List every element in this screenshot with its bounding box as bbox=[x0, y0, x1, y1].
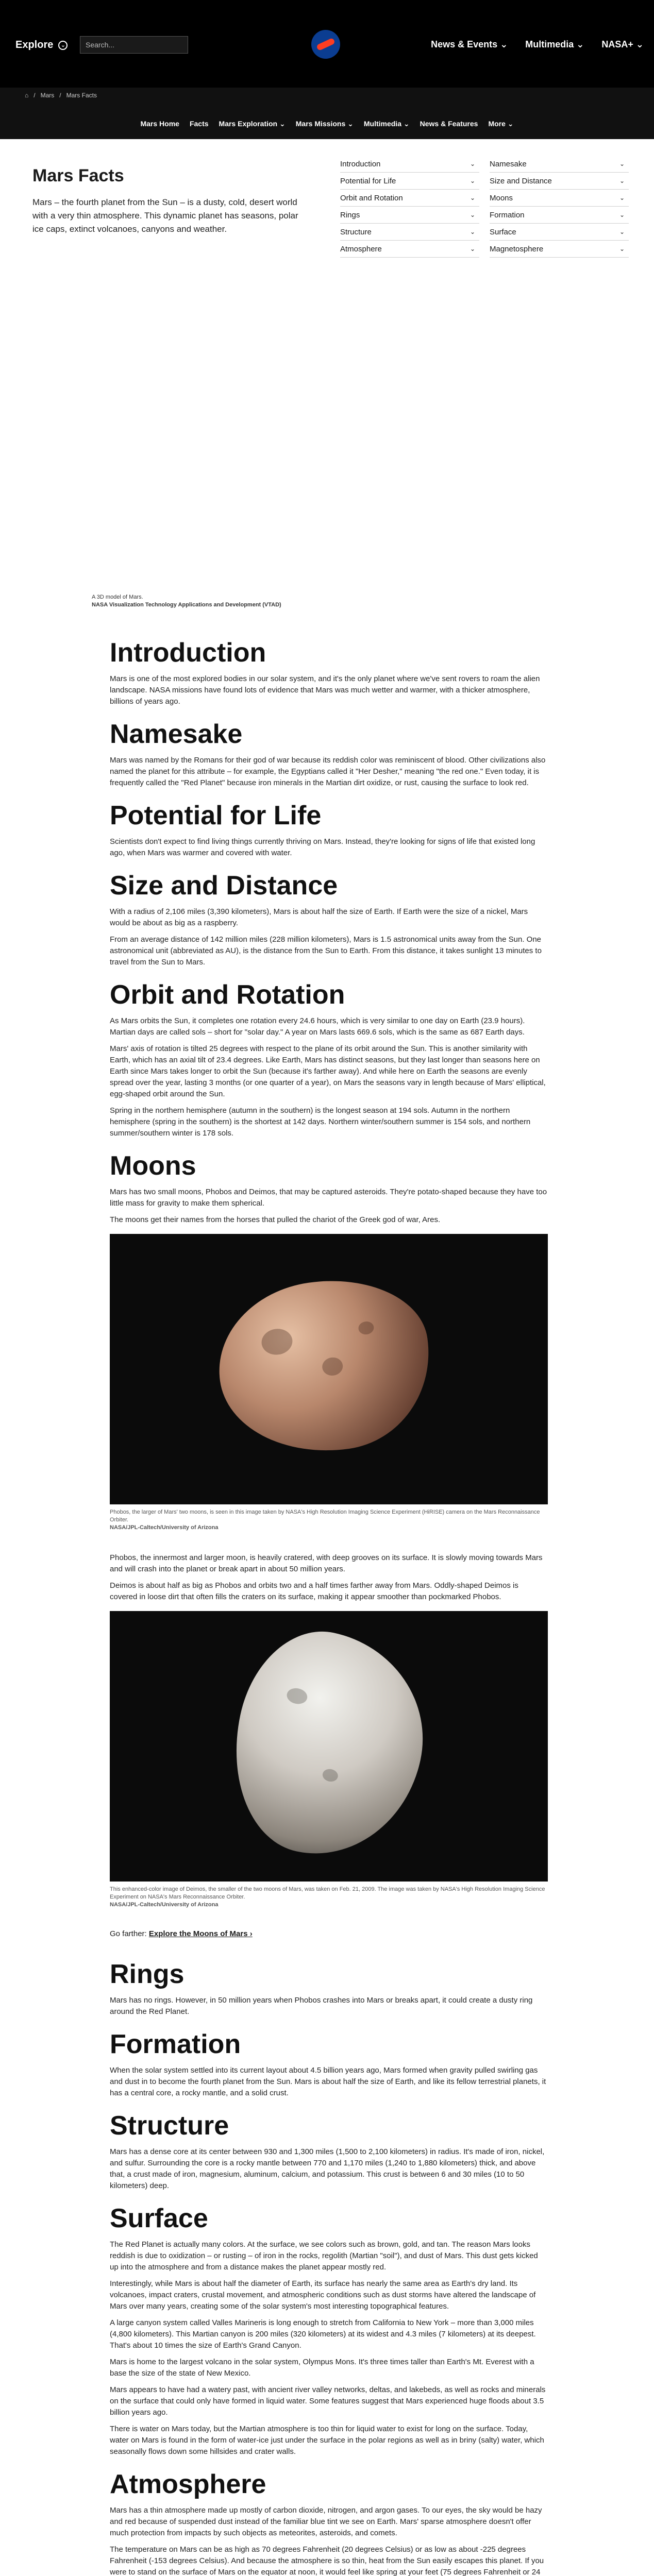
chevron-down-icon: ⌄ bbox=[619, 211, 625, 218]
toc-namesake[interactable]: Namesake ⌄ bbox=[490, 156, 629, 173]
explore-label: Explore bbox=[15, 39, 54, 50]
toc-moons[interactable]: Moons ⌄ bbox=[490, 190, 629, 207]
chevron-down-icon: ⌄ bbox=[469, 211, 475, 218]
heading-atmosphere: Atmosphere bbox=[110, 2469, 266, 2499]
table-of-contents bbox=[340, 156, 629, 258]
toc-orbit-and-rotation[interactable]: Orbit and Rotation ⌄ bbox=[340, 190, 479, 207]
heading-potential-for-life: Potential for Life bbox=[110, 801, 322, 831]
breadcrumb-mars[interactable]: Mars bbox=[40, 92, 55, 99]
heading-moons: Moons bbox=[110, 1151, 196, 1181]
toc-size-and-distance[interactable]: Size and Distance ⌄ bbox=[490, 173, 629, 190]
article-body: Introduction Mars is one of the most explored bodies in our solar system, and it's the only planet where we've sent rovers to roam the alien landscape. NASA missions have found lots of evidence that Mars was much wetter and warmer, with a thicker atmosphere, billions of years ago. Namesake Mars was named by the Romans for their god of war because its reddish color was reminiscent of blood. Other civilizations also named the planet for this attribute – for example, the Egyptians called it "Her Desher," meaning "the red one." Even today, it is frequently called the "Red Planet" because iron minerals in the Martian dirt oxidize, or rust, causing the surface to look red. Potential for Life Scientists don't expect to find living things currently thriving on Mars. Instead, they're looking for signs of life that existed long ago, when Mars was warmer and covered with water. Size and Distance With a radius of 2,106 miles (3,390 kilometers), Mars is about half the size of Earth. If Earth were the size of a nickel, Mars would be about as big as a raspberry. From an average distance of 142 million miles (228 million kilometers), Mars is 1.5 astronomical units away from the Sun. One astronomical unit (abbreviated as AU), is the distance from the Sun to Earth. From this distance, it takes sunlight 13 minutes to travel from the Sun to Mars. Orbit and Rotation As Mars orbits the Sun, it completes one rotation every 24.6 hours, which is very similar to one day on Earth (23.9 hours). Martian days are called sols – short for "solar day." A year on Mars lasts 669.6 sols, which is the same as 687 Earth days. Mars' axis of rotation is tilted 25 degrees with respect to the plane of its orbit around the Sun. This is another similarity with Earth, which has an axial tilt of 23.4 degrees. Like Earth, Mars has distinct seasons, but they last longer than seasons here on Earth since Mars takes longer to orbit the Sun (because it's farther away). And while here on Earth the seasons are evenly spread over the year, lasting 3 months (or one quarter of a year), on Mars the seasons vary in length because of Mars' elliptical, egg-shaped orbit around the Sun. Spring in the northern hemisphere (autumn in the southern) is the longest season at 194 sols. Autumn in the northern hemisphere (spring in the southern) is the shortest at 142 days. Northern winter/southern summer is 154 sols, and northern summer/southern winter is 178 sols. Moons Mars has two small moons, Phobos and Deimos, that may be captured asteroids. They're potato-shaped because they have too little mass for gravity to make them spherical. The moons get their names from the horses that pulled the chariot of the Greek god of war, Ares. Phobos, the larger of Mars' two moons, is seen in this image taken by NASA's High Resolution Imaging Science Experiment (HiRISE) camera on the Mars Reconnaissance Orbiter. NASA/JPL-Caltech/University of Arizona Phobos, the innermost and larger moon, is heavily cratered, with deep grooves on its surface. It is slowly moving towards Mars and will crash into the planet or break apart in about 50 million years. Deimos is about half as big as Phobos and orbits two and a half times farther away from Mars. Oddly-shaped Deimos is covered in loose dirt that often fills the craters on its surface, making it appear smoother than pockmarked Phobos. This enhanced-color image of Deimos, the smaller of the two moons of Mars, was taken on Feb. 21, 2009. The image was taken by NASA's High Resolution Imaging Science Experiment on NASA's Mars Reconnaissance Orbiter. NASA/JPL-Caltech/University of Arizona Go farther: Explore the Moons of Mars › Rings Mars has no rings. However, in 50 million years when Phobos crashes into Mars or breaks apart, it could create a dusty ring around the Red Planet. Formation When the solar system settled into its current layout about 4.5 billion years ago, Mars formed when gravity pulled swirling gas and dust in to become the fourth planet from the Sun. Mars is about half the size of Earth, and like its fellow terrestrial planets, it has a central core, a rocky mantle, and a solid crust. Structure Mars has a dense core at its center between 930 and 1,300 miles (1,500 to 2,100 kilometers) in radius. It's made of iron, nickel, and sulfur. Surrounding the core is a rocky mantle between 770 and 1,170 miles (1,240 to 1,880 kilometers) thick, and above that, a crust made of iron, magnesium, aluminum, calcium, and potassium. This crust is between 6 and 30 miles (10 to 50 kilometers) deep. Surface The Red Planet is actually many colors. At the surface, we see colors such as brown, gold, and tan. The reason Mars looks reddish is due to oxidization – or rusting – of iron in the rocks, regolith (Martian "soil"), and dust of Mars. This dust gets kicked up into the atmosphere and from a distance makes the planet appear mostly red. Interestingly, while Mars is about half the diameter of Earth, its surface has nearly the same area as Earth's dry land. Its volcanoes, impact craters, crustal movement, and atmospheric conditions such as dust storms have altered the landscape of Mars over many years, creating some of the solar system's most interesting topographical features. A large canyon system called Valles Marineris is long enough to stretch from California to New York – more than 3,000 miles (4,800 kilometers). This Martian canyon is 200 miles (320 kilometers) at its widest and 4.3 miles (7 kilometers) at its deepest. That's about 10 times the size of Earth's Grand Canyon. Mars is home to the largest volcano in the solar system, Olympus Mons. It's three times taller than Earth's Mt. Everest with a base the size of the state of New Mexico. Mars appears to have had a watery past, with ancient river valley networks, deltas, and lakebeds, as well as rocks and minerals on the surface that could only have formed in liquid water. Some features suggest that Mars experienced huge floods about 3.5 billion years ago. There is water on Mars today, but the Martian atmosphere is too thin for liquid water to exist for long on the surface. Today, water on Mars is found in the form of water-ice just under the surface in the polar regions as well as in briny (salty) water, which seasonally flows down some hillsides and crater walls. Atmosphere Mars has a thin atmosphere made up mostly of carbon dioxide, nitrogen, and argon gases. To our eyes, the sky would be hazy and red because of suspended dust instead of the familiar blue tint we see on Earth. Mars' sparse atmosphere doesn't offer much protection from impacts by such objects as meteorites, asteroids, and comets. The temperature on Mars can be as high as 70 degrees Fahrenheit (20 degrees Celsius) or as low as about -225 degrees Fahrenheit (-153 degrees Celsius). And because the atmosphere is so thin, heat from the Sun easily escapes this planet. If you were to stand on the surface of Mars on the equator at noon, it would feel like spring at your feet (75 degrees Fahrenheit or 24 bbox=[110, 638, 547, 2576]
heading-surface: Surface bbox=[110, 2204, 208, 2233]
deimos-moon bbox=[215, 1617, 443, 1872]
search-input[interactable]: Search... bbox=[80, 36, 188, 54]
heading-structure: Structure bbox=[110, 2111, 229, 2141]
toc-magnetosphere[interactable]: Magnetosphere ⌄ bbox=[490, 241, 629, 258]
breadcrumb-mars-facts: Mars Facts bbox=[66, 92, 97, 99]
chevron-down-icon: ⌄ bbox=[619, 177, 625, 184]
subnav-facts[interactable]: Facts bbox=[189, 120, 209, 128]
deimos-caption: This enhanced-color image of Deimos, the smaller of the two moons of Mars, was taken on Feb. 21, 2009. The image was taken by NASA's High Resolution Imaging Science Experiment on NASA's Mars Reconnaissance Orbiter. NASA/JPL-Caltech/University of Arizona bbox=[110, 1886, 545, 1908]
chevron-down-icon: ⌄ bbox=[469, 177, 475, 184]
subnav-mars-home[interactable]: Mars Home bbox=[140, 120, 179, 128]
global-header bbox=[0, 0, 654, 88]
subnav-news-features[interactable]: News & Features bbox=[420, 120, 478, 128]
subnav-more[interactable]: More ⌄ bbox=[488, 120, 514, 128]
toc-potential-for-life[interactable]: Potential for Life ⌄ bbox=[340, 173, 479, 190]
chevron-down-icon: ⌄ bbox=[469, 160, 475, 167]
hero-section bbox=[0, 139, 654, 613]
subnav-mars-missions[interactable]: Mars Missions ⌄ bbox=[295, 120, 354, 128]
chevron-down-icon: ⌄ bbox=[619, 228, 625, 235]
explore-moons-link[interactable]: Explore the Moons of Mars › bbox=[148, 1929, 253, 1938]
chevron-down-icon: ⌄ bbox=[619, 160, 625, 167]
phobos-moon bbox=[208, 1267, 441, 1465]
toc-rings[interactable]: Rings ⌄ bbox=[340, 207, 479, 224]
page-intro: Mars – the fourth planet from the Sun – is a dusty, cold, desert world with a very thin atmosphere. This dynamic planet has seasons, polar ice caps, extinct volcanoes, canyons and weather. bbox=[32, 197, 298, 234]
phobos-image bbox=[110, 1234, 548, 1504]
heading-size-and-distance: Size and Distance bbox=[110, 871, 338, 901]
hero-caption: A 3D model of Mars. NASA Visualization Technology Applications and Development (VTAD) bbox=[92, 594, 281, 608]
phobos-caption: Phobos, the larger of Mars' two moons, is seen in this image taken by NASA's High Resolution Imaging Science Experiment (HiRISE) camera on the Mars Reconnaissance Orbiter. NASA/JPL-Caltech/University of Arizona bbox=[110, 1509, 540, 1531]
nav-multimedia[interactable]: Multimedia ⌄ bbox=[525, 39, 584, 49]
header-links bbox=[431, 39, 644, 50]
go-farther: Go farther: Explore the Moons of Mars › bbox=[110, 1929, 253, 1938]
heading-namesake: Namesake bbox=[110, 719, 243, 749]
nasa-logo[interactable] bbox=[311, 30, 340, 59]
breadcrumb: ⌂ / Mars / Mars Facts bbox=[25, 92, 97, 99]
logo-swoosh bbox=[316, 38, 336, 51]
deimos-image bbox=[110, 1611, 548, 1882]
home-icon[interactable]: ⌂ bbox=[25, 92, 29, 99]
nav-nasa-plus[interactable]: NASA+ ⌄ bbox=[601, 39, 644, 49]
chevron-down-icon: ⌄ bbox=[469, 194, 475, 201]
sub-header bbox=[0, 88, 654, 139]
chevron-down-icon: ⌄ bbox=[469, 228, 475, 235]
explore-menu[interactable] bbox=[15, 39, 68, 51]
chevron-down-icon: ⌄ bbox=[619, 194, 625, 201]
page-title: Mars Facts bbox=[32, 166, 124, 185]
mars-subnav bbox=[0, 120, 654, 128]
heading-introduction: Introduction bbox=[110, 638, 266, 668]
chevron-down-icon: ⌄ bbox=[619, 245, 625, 252]
chevron-down-icon: ⌄ bbox=[469, 245, 475, 252]
heading-rings: Rings bbox=[110, 1959, 185, 1989]
toc-atmosphere[interactable]: Atmosphere ⌄ bbox=[340, 241, 479, 258]
toc-surface[interactable]: Surface ⌄ bbox=[490, 224, 629, 241]
subnav-multimedia[interactable]: Multimedia ⌄ bbox=[363, 120, 410, 128]
toc-structure[interactable]: Structure ⌄ bbox=[340, 224, 479, 241]
subnav-mars-exploration[interactable]: Mars Exploration ⌄ bbox=[219, 120, 286, 128]
nav-news-events[interactable]: News & Events ⌄ bbox=[431, 39, 508, 49]
toc-introduction[interactable]: Introduction ⌄ bbox=[340, 156, 479, 173]
chevron-down-icon: ⌄ bbox=[58, 41, 68, 50]
heading-formation: Formation bbox=[110, 2029, 241, 2059]
heading-orbit-and-rotation: Orbit and Rotation bbox=[110, 980, 345, 1010]
toc-formation[interactable]: Formation ⌄ bbox=[490, 207, 629, 224]
